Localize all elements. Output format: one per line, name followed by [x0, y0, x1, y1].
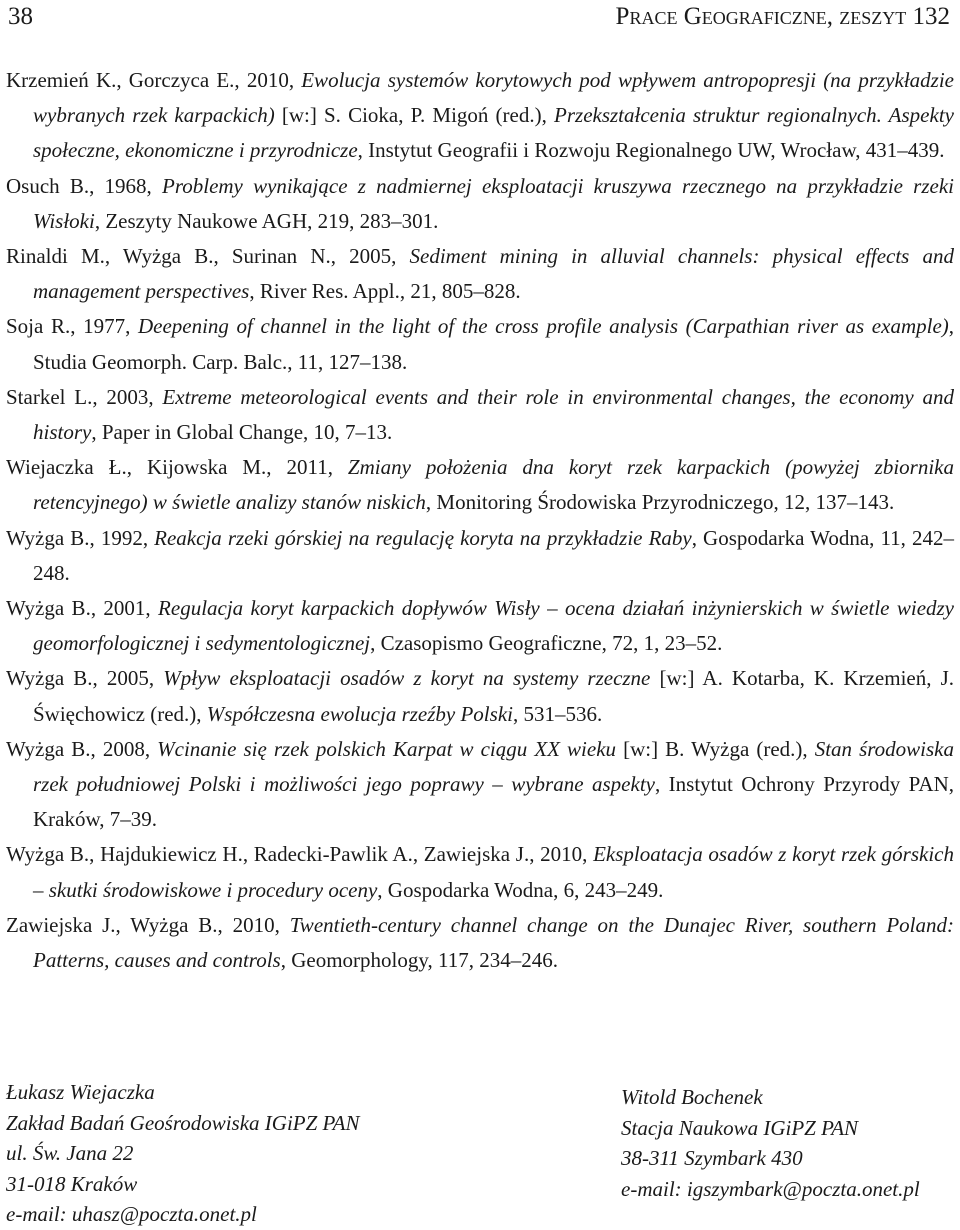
reference-item: Wyżga B., 2008, Wcinanie się rzek polskich Karpat w ciągu XX wieku [w:] B. Wyżga (red.), Stan środowiska rzek południowej Polski i możliwości jego poprawy – wybrane aspekty, Instytut Ochrony Przyrody PAN, Kraków, 7–39. [6, 736, 954, 832]
reference-item: Wyżga B., 2001, Regulacja koryt karpackich dopływów Wisły – ocena działań inżynierskich w świetle wiedzy geomorfologicznej i sedymentologicznej, Czasopismo Geograficzne, 72, 1, 23–52. [6, 596, 955, 656]
reference-item: Zawiejska J., Wyżga B., 2010, Twentieth-century channel change on the Dunajec River, southern Poland: Patterns, causes and controls, Geomorphology, 117, 234–246. [6, 912, 954, 973]
author-name: Witold Bochenek [621, 1085, 763, 1109]
reference-item: Wyżga B., 1992, Reakcja rzeki górskiej na regulację koryta na przykładzie Raby, Gospodarka Wodna, 11, 242–248. [6, 525, 954, 585]
reference-item: Osuch B., 1968, Problemy wynikające z nadmiernej eksploatacji kruszywa rzecznego na przykładzie rzeki Wisłoki, Zeszyty Naukowe AGH, 219, 283–301. [6, 173, 955, 233]
reference-item: Rinaldi M., Wyżga B., Surinan N., 2005, Sediment mining in alluvial channels: physical effects and management perspectives, River Res. Appl., 21, 805–828. [6, 244, 954, 304]
reference-item: Wiejaczka Ł., Kijowska M., 2011, Zmiany położenia dna koryt rzek karpackich (powyżej zbiornika retencyjnego) w świetle analizy stanów niskich, Monitoring Środowiska Przyrodniczego, 12, 137–143. [6, 455, 954, 515]
author-email: e-mail: igszymbark@poczta.onet.pl [621, 1176, 920, 1201]
author-city: 31-018 Kraków [6, 1171, 138, 1196]
reference-item: Soja R., 1977, Deepening of channel in the light of the cross profile analysis (Carpathian river as example), Studia Geomorph. Carp. Balc., 11, 127–138. [6, 314, 955, 374]
journal-title: Prace Geograficzne, zeszyt 132 [615, 3, 950, 30]
author-address-wiejaczka [6, 1077, 360, 1230]
author-affiliation: Stacja Naukowa IGiPZ PAN [621, 1115, 859, 1140]
author-name: Łukasz Wiejaczka [6, 1080, 155, 1104]
reference-list [6, 63, 954, 978]
author-street: ul. Św. Jana 22 [6, 1141, 134, 1165]
page-number: 38 [8, 3, 33, 30]
author-affiliation: Zakład Badań Geośrodowiska IGiPZ PAN [6, 1110, 360, 1135]
author-city: 38-311 Szymbark 430 [621, 1146, 803, 1170]
author-email: e-mail: uhasz@poczta.onet.pl [6, 1202, 257, 1226]
page-header [8, 2, 950, 34]
reference-item: Wyżga B., Hajdukiewicz H., Radecki-Pawlik A., Zawiejska J., 2010, Eksploatacja osadów z koryt rzek górskich – skutki środowiskowe i procedury oceny, Gospodarka Wodna, 6, 243–249. [6, 842, 954, 902]
reference-item: Krzemień K., Gorczyca E., 2010, Ewolucja systemów korytowych pod wpływem antropopresji (na przykładzie wybranych rzek karpackich) [w:] S. Cioka, P. Migoń (red.), Przekształcenia struktur regionalnych. Aspekty społeczne, ekonomiczne i przyrodnicze, Instytut Geografii i Rozwoju Regionalnego UW, Wrocław, 431–439. [6, 68, 954, 163]
author-address-bochenek [621, 1082, 920, 1204]
reference-item: Starkel L., 2003, Extreme meteorological events and their role in environmental changes, the economy and history, Paper in Global Change, 10, 7–13. [6, 384, 954, 445]
reference-item: Wyżga B., 2005, Wpływ eksploatacji osadów z koryt na systemy rzeczne [w:] A. Kotarba, K. Krzemień, J. Święchowicz (red.), Współczesna ewolucja rzeźby Polski, 531–536. [6, 666, 954, 726]
